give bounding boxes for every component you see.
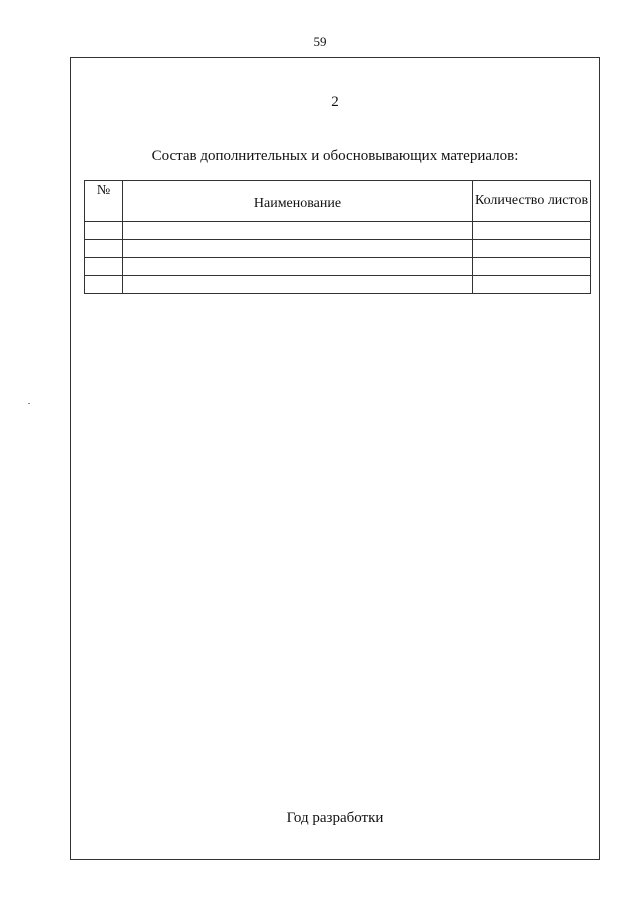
row-count-cell [473, 240, 591, 258]
document-frame [70, 57, 600, 860]
table-header-row [85, 181, 591, 222]
row-number-cell [85, 222, 123, 240]
row-name-cell [123, 276, 473, 294]
row-name-cell [123, 222, 473, 240]
table-row [85, 258, 591, 276]
inner-page-number: 2 [331, 94, 339, 110]
row-name-cell [123, 258, 473, 276]
footer-year-label: Год разработки [286, 810, 384, 826]
row-number-cell [85, 276, 123, 294]
row-count-cell [473, 276, 591, 294]
materials-table [84, 180, 591, 294]
header-count: Количество листов [473, 181, 591, 222]
table-row [85, 276, 591, 294]
header-number: № [85, 181, 123, 222]
row-name-cell [123, 240, 473, 258]
row-count-cell [473, 258, 591, 276]
margin-mark [28, 403, 30, 404]
section-title: Состав дополнительных и обосновывающих материалов: [151, 148, 519, 164]
row-number-cell [85, 240, 123, 258]
table-row [85, 222, 591, 240]
row-count-cell [473, 222, 591, 240]
table-row [85, 240, 591, 258]
header-name: Наименование [123, 181, 473, 222]
outer-page-number: 59 [313, 34, 327, 49]
row-number-cell [85, 258, 123, 276]
